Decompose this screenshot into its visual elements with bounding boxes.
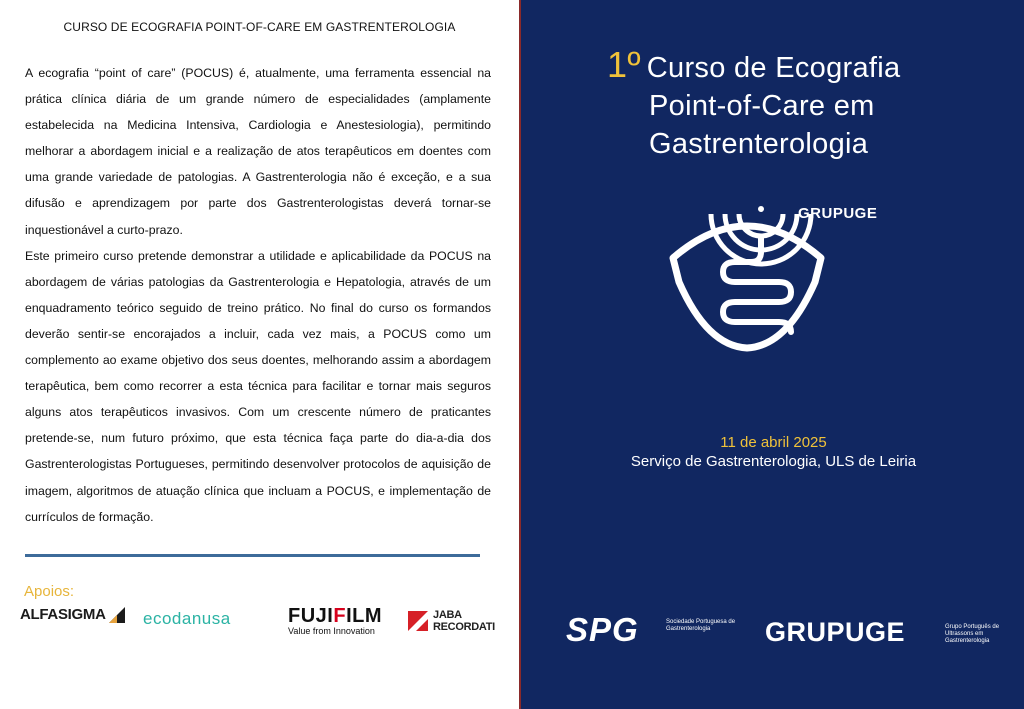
spg-wordmark: SPG	[566, 611, 639, 648]
grupuge-footer-logo	[765, 617, 1000, 647]
grupuge-intestine-icon	[667, 200, 827, 352]
jaba-mark-icon	[408, 611, 428, 631]
alfasigma-wordmark: ALFASIGMA	[20, 606, 106, 623]
sponsors-label: Apoios:	[24, 583, 75, 600]
right-page	[519, 0, 1024, 709]
ecodanusa-logo: ecodanusa	[143, 609, 231, 628]
spg-logo	[566, 611, 736, 648]
jaba-wordmark: JABA RECORDATI	[433, 609, 495, 633]
paragraph-course: Este primeiro curso pretende demonstrar a utilidade e aplicabilidade da POCUS na abordagem de várias patologias da Gastrenterologia e Hepatologia, através de um enquadramento teórico seguido de treino prático. No final do curso os formandos deverão sentir-se encorajados a incluir, cada vez mais, a POCUS como um complemento ao exame objetivo dos seus doentes, melhorando assim a abordagem terapêutica, bem como recorrer a esta técnica para facilitar e tornar mais seguros alguns atos terapêuticos invasivos. Com um crescente número de praticantes pretende-se, num futuro próximo, que esta técnica faça parte do dia-a-dia dos Gastrenterologistas Portugueses, permitindo desenvolver protocolos de aquisição de imagem, algoritmos de atuação clínica que incluam a POCUS, e implementação de currículos de formação.	[25, 248, 491, 524]
course-number: 1º	[607, 44, 641, 85]
fujifilm-tagline: Value from Innovation	[288, 626, 375, 636]
fujifilm-wordmark: FUJIFILM	[288, 605, 382, 627]
paragraph-intro: A ecografia “point of care” (POCUS) é, atualmente, uma ferramenta essencial na prática clínica diária de um grande número de especialidades (amplamente estabelecida na Medicina Intensiva, Cardiologia e Anestesiologia), permitindo melhorar a abordagem inicial e a realização de atos terapêuticos em doentes com uma grande variedade de patologias. A Gastrenterologia não é exceção, e a sua difusão e aprendizagem por parte dos Gastrenterologistas deverá tornar-se inquestionável a curto-prazo.	[25, 66, 491, 237]
grupuge-brand-name: GRUPUGE	[798, 205, 878, 222]
fujifilm-logo	[288, 606, 382, 637]
alfasigma-triangle-icon	[108, 606, 126, 624]
section-divider	[25, 554, 480, 557]
course-title: 1º Curso de Ecografia Point-of-Care em Gastrenterologia	[607, 44, 901, 160]
spg-subtitle: Sociedade Portuguesa de Gastrenterologia	[666, 619, 736, 632]
document-body	[25, 60, 491, 530]
document-title: CURSO DE ECOGRAFIA POINT-OF-CARE EM GASTRENTEROLOGIA	[63, 20, 456, 34]
event-venue: Serviço de Gastrenterologia, ULS de Leiria	[630, 453, 917, 470]
grupuge-wordmark: GRUPUGE	[765, 617, 906, 647]
alfasigma-logo	[20, 606, 126, 624]
grupuge-subtitle: Grupo Português de Ultrassons em Gastrenterologia	[945, 624, 1000, 644]
event-date: 11 de abril 2025	[720, 434, 827, 451]
